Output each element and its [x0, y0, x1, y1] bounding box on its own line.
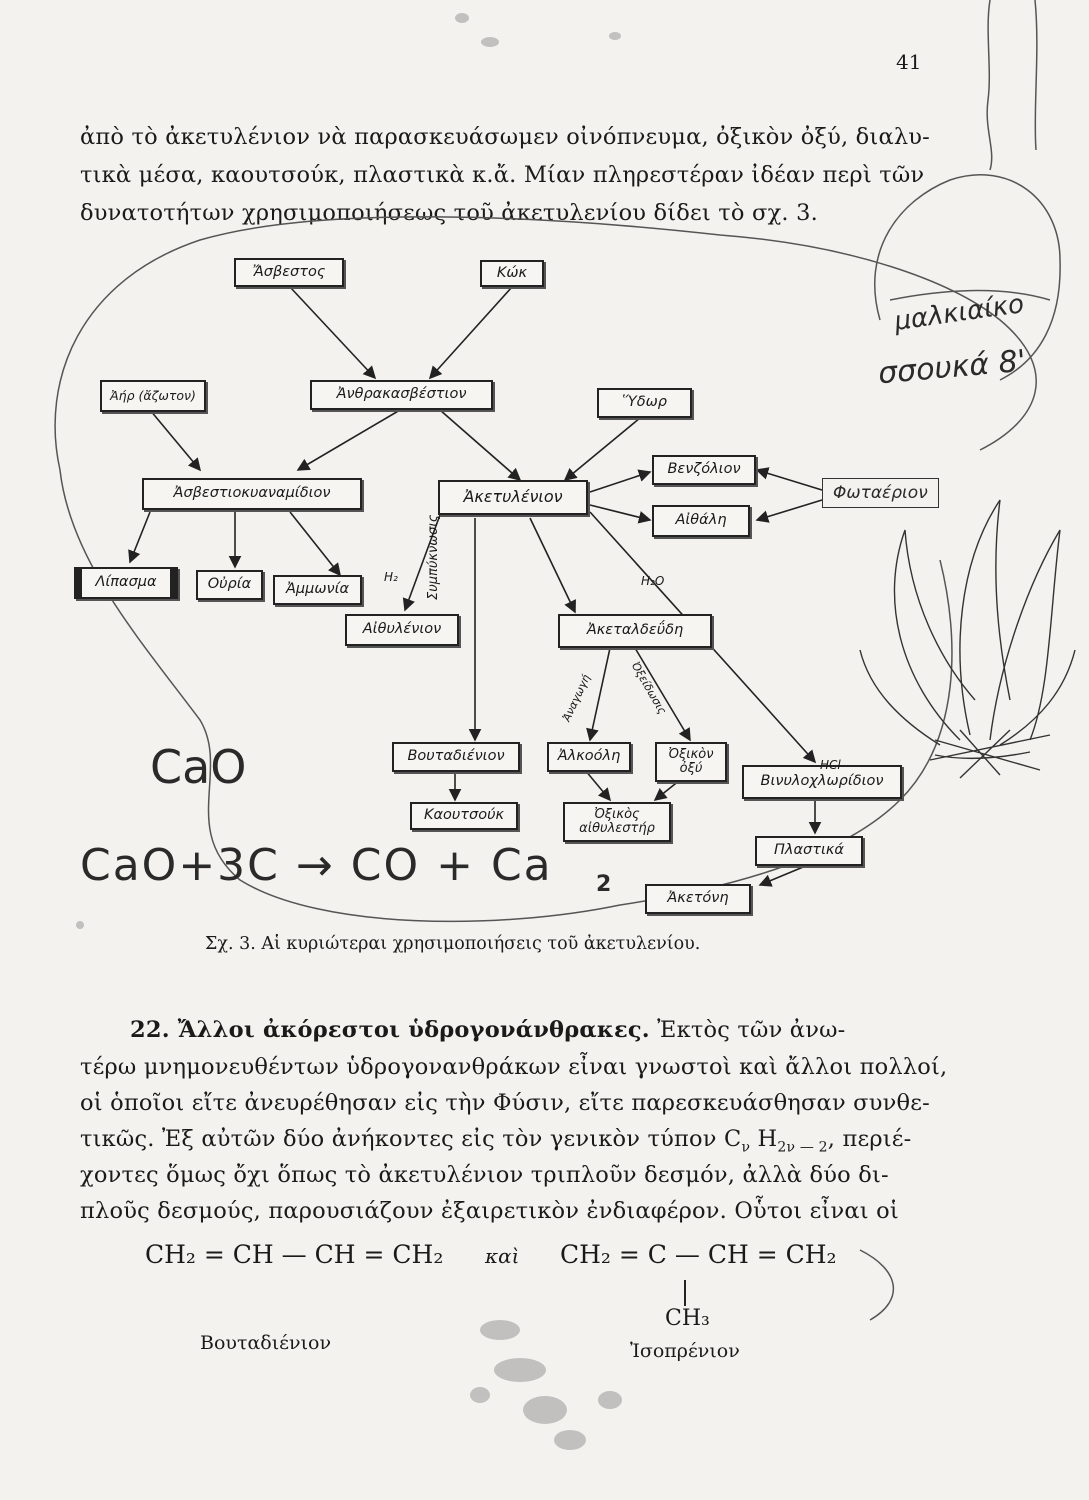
box-oxikos-aithylestir: Ὀξικὸς αἰθυλεστήρ	[563, 802, 671, 842]
handwritten-fotaerion: Φωταέριον	[822, 478, 939, 508]
ink-smudges	[76, 13, 622, 1450]
intro-line-3: δυνατοτήτων χρησιμοποιήσεως τοῦ ἀκετυλενίου δίδει τὸ σχ. 3.	[80, 200, 818, 226]
label-symplyknosis: Συμπύκνωσις	[426, 514, 441, 600]
formula-butadiene: CH₂ = CH — CH = CH₂	[145, 1240, 444, 1269]
figure-caption: Σχ. 3. Αἱ κυριώτεραι χρησιμοποιήσεις τοῦ ἀκετυλενίου.	[205, 934, 701, 954]
box-vinylochloridion: Βινυλοχλωρίδιον	[742, 765, 902, 799]
line-4-end: , περιέ-	[827, 1126, 912, 1152]
box-ammonia: Ἀμμωνία	[273, 575, 362, 605]
formula-and-word: καὶ	[485, 1244, 520, 1268]
section-heading: 22. Ἄλλοι ἀκόρεστοι ὑδρογονάνθρακες.	[130, 1017, 650, 1043]
name-butadiene: Βουταδιένιον	[200, 1332, 332, 1354]
box-aer: Ἀήρ (ἄζωτον)	[100, 380, 206, 412]
label-oxeidosis: Ὀξείδωσις	[628, 660, 669, 717]
box-anthrakasvestion: Ἀνθρακασβέστιον	[310, 380, 493, 410]
box-aithali: Αἰθάλη	[652, 505, 750, 537]
label-h2: H₂	[384, 570, 398, 584]
section-first-line-rest: Ἐκτὸς τῶν ἀνω-	[657, 1017, 846, 1043]
box-alkooli: Ἀλκοόλη	[547, 742, 631, 772]
section-line-3: οἱ ὁποῖοι εἴτε ἀνευρέθησαν εἰς τὴν Φύσιν, εἴτε παρεσκευάσθησαν συνθε-	[80, 1090, 930, 1116]
box-aketylenion: Ἀκετυλένιον	[438, 480, 588, 515]
box-kaoutsouk: Καουτσούκ	[410, 802, 518, 830]
formula-isoprene: CH₂ = C — CH = CH₂	[560, 1240, 837, 1269]
handwritten-subscript: 2	[596, 872, 612, 897]
label-h2o: H₂O	[641, 574, 665, 588]
box-voutadienion: Βουταδιένιον	[392, 742, 520, 772]
handwritten-word-top: μαλκιαίκο	[892, 289, 1026, 337]
flame-doodle	[860, 500, 1075, 778]
label-anagogi: Ἀναγωγή	[560, 672, 593, 724]
section-line-2: τέρω μνημονευθέντων ὑδρογονανθράκων εἶναι γνωστοὶ καὶ ἄλλοι πολλοί,	[80, 1054, 948, 1080]
box-ydor: Ὕδωρ	[597, 388, 692, 418]
formula-sub-2n: 2ν — 2	[777, 1139, 828, 1156]
intro-line-1: ἀπὸ τὸ ἀκετυλένιον νὰ παρασκευάσωμεν οἰνόπνευμα, ὀξικὸν ὀξύ, διαλυ-	[80, 124, 930, 150]
name-isoprene: Ἰσοπρένιον	[630, 1340, 740, 1362]
section-line-5: χοντες ὅμως ὄχι ὅπως τὸ ἀκετυλένιον τριπλοῦν δεσμόν, ἀλλὰ δύο δι-	[80, 1162, 889, 1188]
box-asvestos: Ἄσβεστος	[234, 258, 344, 287]
box-aketaldeydi: Ἀκεταλδεΰδη	[558, 614, 712, 648]
box-aithylenion: Αἰθυλένιον	[345, 614, 459, 646]
box-ouria: Οὐρία	[196, 570, 263, 600]
formula-isoprene-branch: CH₃	[665, 1306, 710, 1331]
handwritten-word-bottom: σσουκά 8'	[876, 343, 1028, 392]
box-kok: Κώκ	[480, 260, 544, 287]
box-plastika: Πλαστικά	[755, 836, 863, 866]
pencil-doodle	[55, 0, 1060, 1320]
intro-line-2: τικὰ μέσα, καουτσούκ, πλαστικὰ κ.ἄ. Μίαν πληρεστέραν ἰδέαν περὶ τῶν	[80, 162, 925, 188]
section-first-line	[130, 1017, 845, 1043]
page-number: 41	[896, 50, 922, 74]
formula-h: H	[757, 1126, 778, 1152]
line-4-start: τικῶς. Ἐξ αὐτῶν δύο ἀνήκοντες εἰς τὸν γενικὸν τύπον C	[80, 1126, 742, 1152]
box-oxikon-oxy: Ὀξικὸν ὀξύ	[655, 742, 727, 782]
box-asvestiokyanamidion: Ἀσβεστιοκυαναμίδιον	[142, 478, 362, 510]
formula-sub-n: ν	[741, 1139, 751, 1156]
section-line-6: πλοῦς δεσμούς, παρουσιάζουν ἐξαιρετικὸν ἐνδιαφέρον. Οὗτοι εἶναι οἱ	[80, 1198, 899, 1224]
handwritten-cao: CaO	[150, 740, 247, 794]
isoprene-branch-bond	[684, 1280, 686, 1306]
box-venzolion: Βενζόλιον	[652, 455, 756, 485]
label-hcl: HCl	[820, 758, 841, 772]
handwritten-equation: CaO+3C → CO + Ca	[80, 840, 553, 891]
section-line-4	[80, 1126, 911, 1156]
box-aketoni: Ἀκετόνη	[645, 884, 751, 914]
box-lipasma: Λίπασμα	[74, 567, 178, 599]
